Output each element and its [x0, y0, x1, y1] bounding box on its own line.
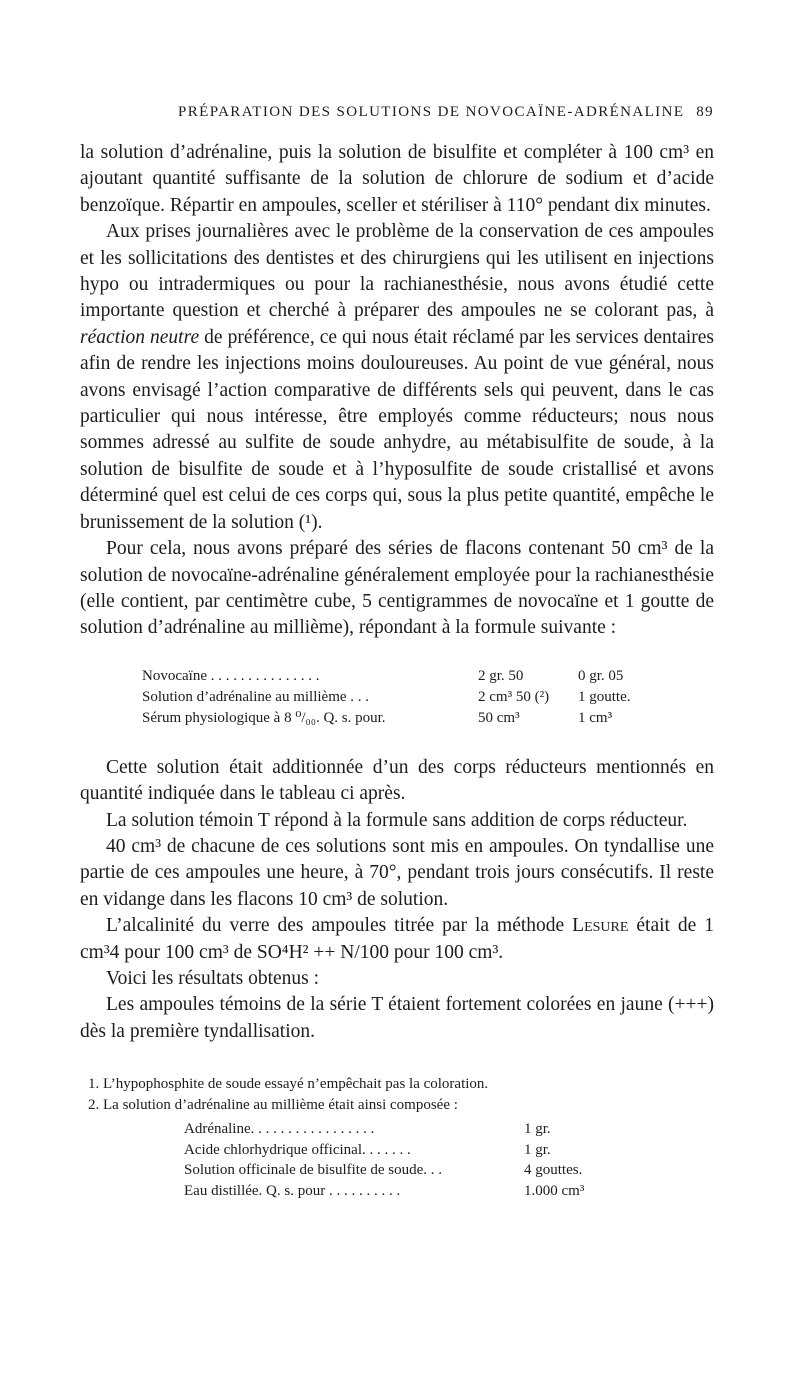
composition-row	[184, 1181, 714, 1202]
formula-quantity-50: 2 cm³ 50 (²)	[478, 688, 550, 705]
paragraph-8: Voici les résultats obtenus :	[106, 967, 320, 989]
paragraph-9: Les ampoules témoins de la série T étaient fortement colorées en jaune (+++) dès la première tyndallisation.	[80, 994, 714, 1042]
footnote-2: 2. La solution d’adrénaline au millième était ainsi composée :	[88, 1096, 458, 1113]
formula-quantity-1: 1 cm³	[578, 709, 613, 726]
formula-ingredient: Sérum physiologique à 8 ⁰/₀₀. Q. s. pour.	[142, 709, 386, 726]
formula-quantity-1: 0 gr. 05	[578, 667, 624, 684]
paragraph-6: 40 cm³ de chacune de ces solutions sont mis en ampoules. On tyndallise une partie de ces ampoules une heure, à 70°, pendant trois jours consécutifs. Il reste en vidange dans les flacons 10 cm³ de solution.	[80, 835, 714, 910]
formula-row	[142, 666, 714, 687]
formula-quantity-50: 2 gr. 50	[478, 667, 524, 684]
composition-quantity: 4 gouttes.	[524, 1162, 583, 1178]
composition-ingredient: Solution officinale de bisulfite de soude. . .	[184, 1162, 443, 1178]
paragraph-4: Cette solution était additionnée d’un des corps réducteurs mentionnés en quantité indiquée dans le tableau ci après.	[80, 756, 714, 805]
composition-row	[184, 1140, 714, 1161]
running-title: PRÉPARATION DES SOLUTIONS DE NOVOCAÏNE-ADRÉNALINE	[178, 104, 685, 120]
composition-ingredient: Eau distillée. Q. s. pour . . . . . . . . . .	[184, 1182, 401, 1199]
author-name: Lesure	[572, 915, 629, 937]
composition-row	[184, 1119, 714, 1140]
paragraph-7-text-a: L’alcalinité du verre des ampoules titrée par la méthode	[106, 915, 565, 937]
formula-quantity-50: 50 cm³	[478, 709, 520, 726]
paragraph-7-text-b: était de 1 cm³4 pour 100 cm³ de SO⁴H² ++ N/100 pour 100 cm³.	[80, 915, 715, 963]
page-number: 89	[696, 104, 714, 120]
formula-row	[142, 708, 714, 729]
paragraph-2-emphasis: réaction neutre	[80, 326, 200, 348]
composition-ingredient: Acide chlorhydrique officinal. . . . . . .	[184, 1141, 411, 1158]
footnotes	[88, 1074, 714, 1201]
paragraph-2-text-a: Aux prises journalières avec le problème de la conservation de ces ampoules et les sollicitations des dentistes et des chirurgiens qui les utilisent en injections hypo ou intradermiques ou pour la rachianesthésie, nous avons étudié cette importante question et cherché à préparer des ampoules ne se colorant pas, à	[80, 221, 714, 322]
paragraph-1: la solution d’adrénaline, puis la solution de bisulfite et compléter à 100 cm³ en ajoutant quantité suffisante de la solution de chlorure de sodium et d’acide benzoïque. Répartir en ampoules, sceller et stériliser à 110° pendant dix minutes.	[80, 142, 714, 216]
paragraph-2-text-b: de préférence, ce qui nous était réclamé par les services dentaires afin de rendre les injections moins douloureuses. Au point de vue général, nous avons envisagé l’action comparative de différents sels qui peuvent, dans le cas particulier qui nous intéresse, être employés comme réducteurs; nous nous sommes adressé au sulfite de soude anhydre, au métabisulfite de soude, à la solution de bisulfite de soude et à l’hyposulfite de soude cristallisé et avons déterminé quel est celui de ces corps qui, sous la plus petite quantité, empêche le brunissement de la solution (¹).	[80, 326, 714, 533]
composition-quantity: 1 gr.	[524, 1141, 551, 1158]
composition-ingredient: Adrénaline. . . . . . . . . . . . . . . . .	[184, 1121, 375, 1137]
footnote-1: 1. L’hypophosphite de soude essayé n’empêchait pas la coloration.	[88, 1076, 489, 1092]
paragraph-5: La solution témoin T répond à la formule sans addition de corps réducteur.	[106, 809, 688, 831]
paragraph-3: Pour cela, nous avons préparé des séries de flacons contenant 50 cm³ de la solution de novocaïne-adrénaline généralement employée pour la rachianesthésie (elle contient, par centimètre cube, 5 centigrammes de novocaïne et 1 goutte de solution d’adrénaline au millième), répondant à la formule suivante :	[80, 538, 714, 639]
composition-row	[184, 1160, 714, 1181]
formula-quantity-1: 1 goutte.	[578, 688, 631, 705]
composition-quantity: 1 gr.	[524, 1121, 551, 1137]
paragraph-2	[80, 219, 714, 536]
formula-row	[142, 687, 714, 708]
formula-table	[142, 666, 714, 729]
formula-ingredient: Solution d’adrénaline au millième . . .	[142, 688, 370, 705]
footnote-composition-table	[184, 1119, 714, 1201]
paragraph-7	[80, 913, 714, 966]
composition-quantity: 1.000 cm³	[524, 1182, 585, 1199]
formula-ingredient: Novocaïne . . . . . . . . . . . . . . .	[142, 667, 320, 684]
main-text	[80, 140, 714, 1045]
